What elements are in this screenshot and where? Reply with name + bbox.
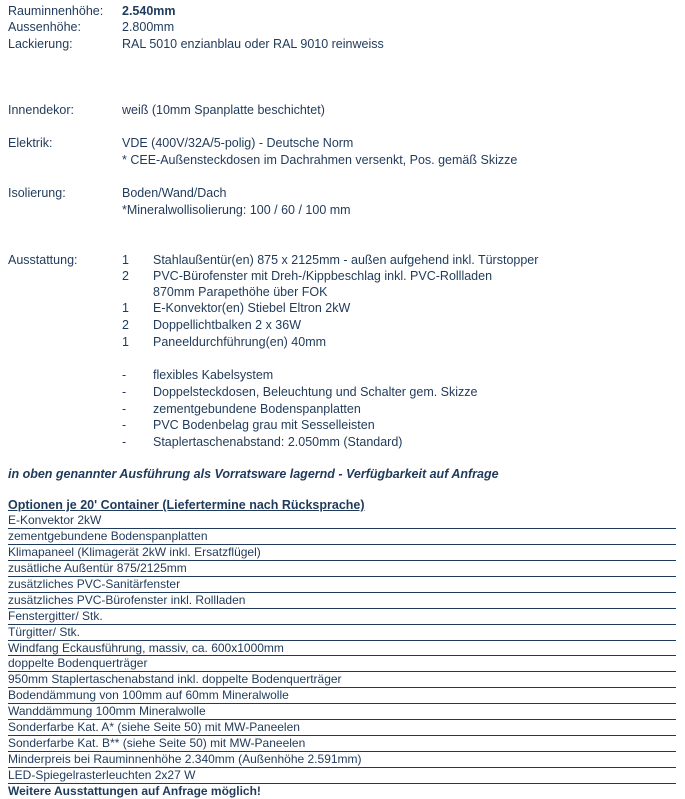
option-item: Windfang Eckausführung, massiv, ca. 600x1000mm — [8, 641, 676, 657]
item-text: Paneeldurchführung(en) 40mm — [153, 335, 327, 349]
options-title: Optionen je 20' Container (Liefertermine nach Rücksprache) — [8, 498, 365, 512]
spec-value: 2.800mm — [122, 20, 175, 34]
spec-label: Elektrik: — [8, 136, 53, 150]
option-item: E-Konvektor 2kW — [8, 513, 676, 529]
item-bullet: - — [122, 385, 127, 399]
item-bullet: - — [122, 435, 127, 449]
option-item: Wanddämmung 100mm Mineralwolle — [8, 704, 676, 720]
option-item: Bodendämmung von 100mm auf 60mm Mineralwolle — [8, 688, 676, 704]
option-item: Klimapaneel (Klimagerät 2kW inkl. Ersatzflügel) — [8, 545, 676, 561]
item-text: E-Konvektor(en) Stiebel Eltron 2kW — [153, 301, 351, 315]
option-item: zusätliche Außentür 875/2125mm — [8, 561, 676, 577]
spec-value: VDE (400V/32A/5-polig) - Deutsche Norm — [122, 136, 354, 150]
item-bullet: - — [122, 418, 127, 432]
spec-value: Boden/Wand/Dach — [122, 186, 227, 200]
spec-label: Innendekor: — [8, 103, 75, 117]
item-qty: 1 — [122, 335, 129, 349]
option-item: LED-Spiegelrasterleuchten 2x27 W — [8, 768, 676, 784]
option-item: doppelte Bodenquerträger — [8, 656, 676, 672]
item-text: zementgebundene Bodenspanplatten — [153, 402, 361, 416]
option-item: Türgitter/ Stk. — [8, 625, 676, 641]
spec-label: Lackierung: — [8, 37, 73, 51]
option-item: zusätzliches PVC-Bürofenster inkl. Rollladen — [8, 593, 676, 609]
spec-label: Aussenhöhe: — [8, 20, 81, 34]
item-qty: 2 — [122, 318, 129, 332]
spec-value: weiß (10mm Spanplatte beschichtet) — [122, 103, 325, 117]
item-qty: 1 — [122, 301, 129, 315]
item-text: flexibles Kabelsystem — [153, 368, 274, 382]
availability-note: in oben genannter Ausführung als Vorratsware lagernd - Verfügbarkeit auf Anfrage — [8, 467, 499, 481]
option-item: Minderpreis bei Rauminnenhöhe 2.340mm (Außenhöhe 2.591mm) — [8, 752, 676, 768]
option-item: zementgebundene Bodenspanplatten — [8, 529, 676, 545]
options-list — [8, 513, 676, 799]
item-text: 870mm Parapethöhe über FOK — [153, 285, 328, 299]
spec-label: Rauminnenhöhe: — [8, 4, 104, 18]
item-text: Doppelsteckdosen, Beleuchtung und Schalter gem. Skizze — [153, 385, 478, 399]
item-text: Stahlaußentür(en) 875 x 2125mm - außen aufgehend inkl. Türstopper — [153, 253, 539, 267]
spec-value-note: *Mineralwollisolierung: 100 / 60 / 100 mm — [122, 203, 351, 217]
item-qty: 2 — [122, 269, 129, 283]
item-text: Staplertaschenabstand: 2.050mm (Standard) — [153, 435, 403, 449]
option-item: zusätzliches PVC-Sanitärfenster — [8, 577, 676, 593]
item-qty: 1 — [122, 253, 129, 267]
option-item: 950mm Staplertaschenabstand inkl. doppelte Bodenquerträger — [8, 672, 676, 688]
options-footer: Weitere Ausstattungen auf Anfrage möglich! — [8, 783, 261, 798]
spec-value: 2.540mm — [122, 4, 176, 18]
spec-label: Isolierung: — [8, 186, 66, 200]
item-text: Doppellichtbalken 2 x 36W — [153, 318, 301, 332]
item-text: PVC Bodenbelag grau mit Sesselleisten — [153, 418, 375, 432]
item-text: PVC-Bürofenster mit Dreh-/Kippbeschlag inkl. PVC-Rollladen — [153, 269, 493, 283]
option-item: Sonderfarbe Kat. A* (siehe Seite 50) mit MW-Paneelen — [8, 720, 676, 736]
option-item: Sonderfarbe Kat. B** (siehe Seite 50) mit MW-Paneelen — [8, 736, 676, 752]
item-bullet: - — [122, 402, 127, 416]
spec-value-note: * CEE-Außensteckdosen im Dachrahmen versenkt, Pos. gemäß Skizze — [122, 153, 518, 167]
ausstattung-label: Ausstattung: — [8, 253, 78, 267]
spec-value: RAL 5010 enzianblau oder RAL 9010 reinweiss — [122, 37, 384, 51]
option-item: Fenstergitter/ Stk. — [8, 609, 676, 625]
item-bullet: - — [122, 368, 127, 382]
